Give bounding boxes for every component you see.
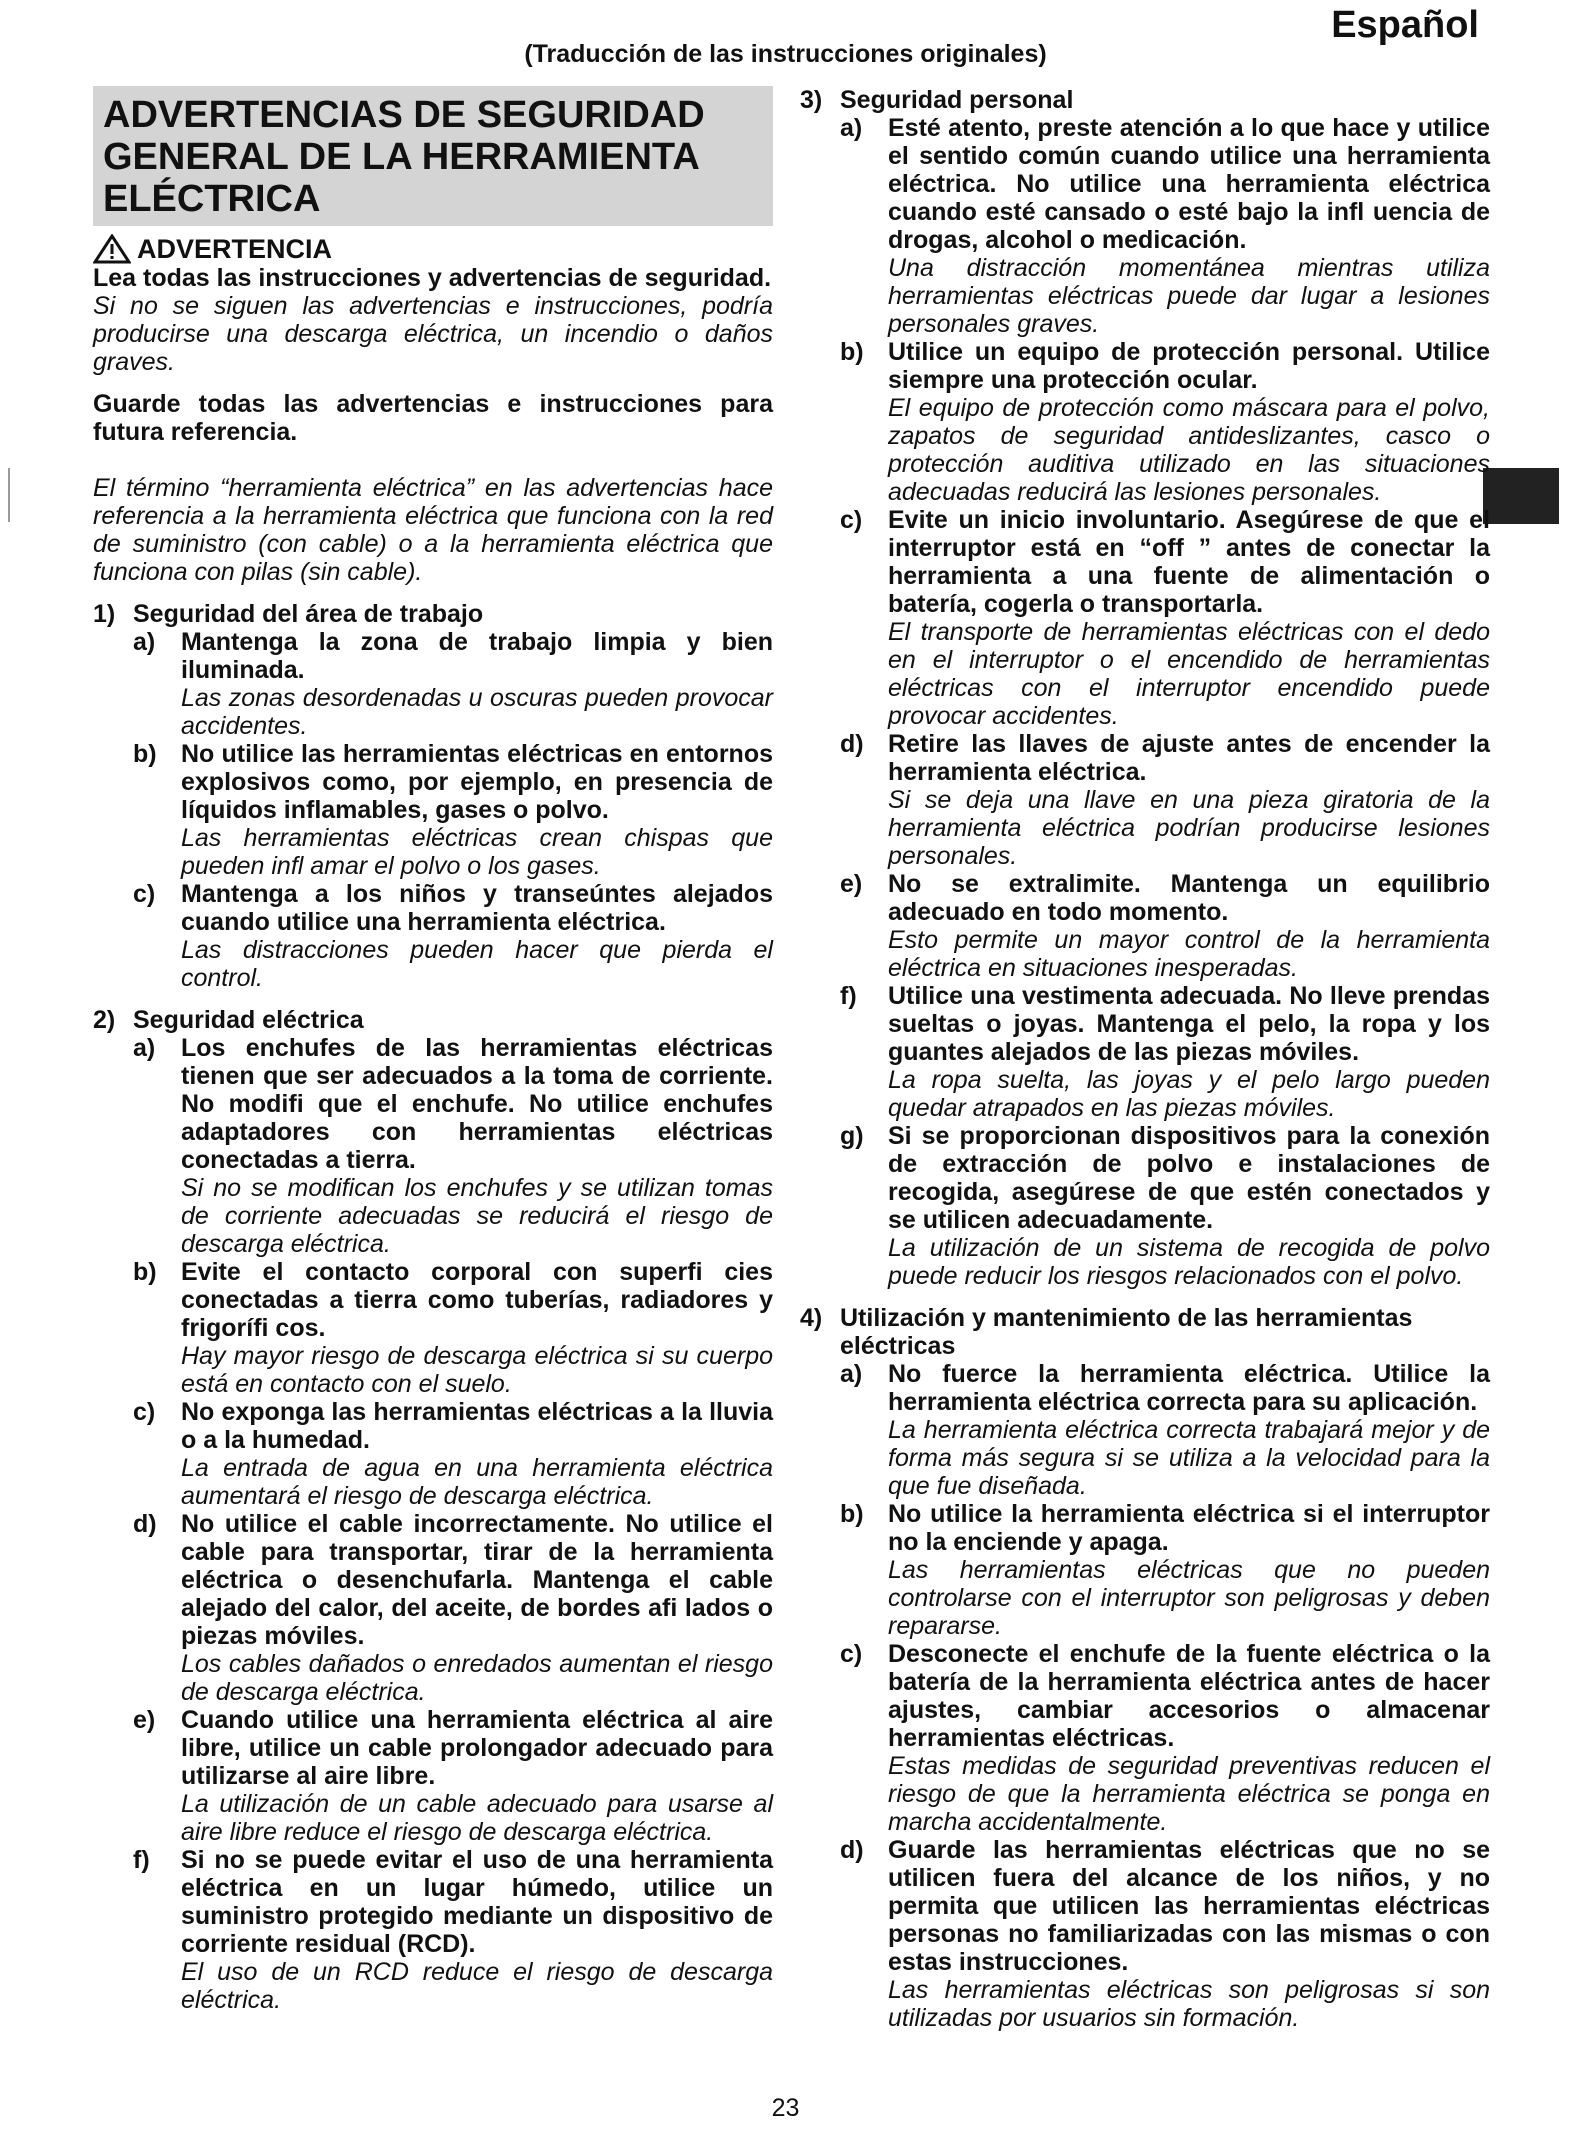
item-instruction: Cuando utilice una herramienta eléctrica al aire libre, utilice un cable prolongador adecuado para utilizarse al aire libre. [181,1706,773,1790]
list-item [800,1360,1490,1416]
item-instruction: Mantenga a los niños y transeúntes alejados cuando utilice una herramienta eléctrica. [181,880,773,936]
list-item [93,1846,773,1958]
item-letter: c) [840,506,863,534]
warning-read: Lea todas las instrucciones y advertencias de seguridad. [93,264,772,292]
section-heading [93,600,773,628]
item-explanation: Hay mayor riesgo de descarga eléctrica si su cuerpo está en contacto con el suelo. [181,1342,773,1398]
section-thumb-tab [1483,468,1559,524]
list-item [800,1640,1490,1752]
item-explanation: Las distracciones pueden hacer que pierda el control. [181,936,773,992]
item-letter: b) [133,740,157,768]
item-explanation: El uso de un RCD reduce el riesgo de descarga eléctrica. [181,1958,773,2014]
item-letter: c) [840,1640,863,1668]
item-letter: d) [133,1510,157,1538]
item-letter: b) [840,1500,864,1528]
item-instruction: Retire las llaves de ajuste antes de encender la herramienta eléctrica. [888,730,1490,786]
item-letter: a) [133,628,156,656]
section-heading [800,1304,1490,1360]
section-title: Seguridad personal [840,86,1074,114]
item-explanation: Las herramientas eléctricas crean chispas que pueden infl amar el polvo o los gases. [181,824,773,880]
item-instruction: Desconecte el enchufe de la fuente eléctrica o la batería de la herramienta eléctrica antes de hacer ajustes, cambiar accesorios o almacenar herramientas eléctricas. [888,1640,1490,1752]
item-explanation: El equipo de protección como máscara para el polvo, zapatos de seguridad antideslizantes, casco o protección auditiva utilizado en las situaciones adecuadas reducirá las lesiones personales. [888,394,1490,506]
item-explanation: La utilización de un sistema de recogida de polvo puede reducir los riesgos relacionados con el polvo. [888,1234,1490,1290]
section-number: 4) [800,1304,823,1332]
item-explanation: La utilización de un cable adecuado para usarse al aire libre reduce el riesgo de descarga eléctrica. [181,1790,773,1846]
item-letter: b) [840,338,864,366]
item-instruction: No se extralimite. Mantenga un equilibrio adecuado en todo momento. [888,870,1490,926]
item-instruction: No utilice la herramienta eléctrica si el interruptor no la enciende y apaga. [888,1500,1490,1556]
item-letter: e) [840,870,863,898]
margin-mark [8,468,10,522]
item-letter: d) [840,730,864,758]
warning-heading [93,234,773,264]
item-letter: a) [840,1360,863,1388]
item-instruction: Guarde las herramientas eléctricas que no se utilicen fuera del alcance de los niños, y no permita que utilicen las herramientas eléctricas personas no familiarizadas con las mismas o con estas instrucciones. [888,1836,1490,1976]
item-explanation: Esto permite un mayor control de la herramienta eléctrica en situaciones inesperadas. [888,926,1490,982]
item-letter: f) [133,1846,150,1874]
list-item [93,1258,773,1342]
item-letter: g) [840,1122,864,1150]
item-explanation: Estas medidas de seguridad preventivas reducen el riesgo de que la herramienta eléctrica se ponga en marcha accidentalmente. [888,1752,1490,1836]
item-instruction: Evite un inicio involuntario. Asegúrese de que el interruptor está en “off ” antes de conectar la herramienta a una fuente de alimentación o batería, cogerla o transportarla. [888,506,1490,618]
item-letter: d) [840,1836,864,1864]
section-heading [93,1006,773,1034]
warning-triangle-icon [93,234,131,264]
item-instruction: Utilice un equipo de protección personal. Utilice siempre una protección ocular. [888,338,1490,394]
item-instruction: Esté atento, preste atención a lo que hace y utilice el sentido común cuando utilice una herramienta eléctrica. No utilice una herramienta eléctrica cuando esté cansado o esté bajo la infl uencia de drogas, alcohol o medicación. [888,114,1490,254]
translation-subtitle: (Traducción de las instrucciones originales) [524,40,1047,68]
section-title: Seguridad del área de trabajo [133,600,484,628]
list-item [800,338,1490,394]
warning-save: Guarde todas las advertencias e instrucciones para futura referencia. [93,390,773,446]
item-explanation: Una distracción momentánea mientras utiliza herramientas eléctricas puede dar lugar a lesiones personales graves. [888,254,1490,338]
warning-consequence: Si no se siguen las advertencias e instrucciones, podría producirse una descarga eléctrica, un incendio o daños graves. [93,292,773,376]
list-item [800,870,1490,926]
item-instruction: No exponga las herramientas eléctricas a la lluvia o a la humedad. [181,1398,773,1454]
right-column [800,86,1490,2032]
item-explanation: La entrada de agua en una herramienta eléctrica aumentará el riesgo de descarga eléctrica. [181,1454,773,1510]
item-explanation: Si no se modifican los enchufes y se utilizan tomas de corriente adecuadas se reducirá el riesgo de descarga eléctrica. [181,1174,773,1258]
list-item [800,506,1490,618]
left-column [93,86,773,2014]
item-letter: a) [133,1034,156,1062]
item-instruction: Evite el contacto corporal con superfi cies conectadas a tierra como tuberías, radiadores y frigorífi cos. [181,1258,773,1342]
item-letter: c) [133,880,156,908]
item-letter: c) [133,1398,156,1426]
list-item [800,114,1490,254]
item-instruction: Mantenga la zona de trabajo limpia y bien iluminada. [181,628,773,684]
item-instruction: Los enchufes de las herramientas eléctricas tienen que ser adecuados a la toma de corriente. No modifi que el enchufe. No utilice enchufes adaptadores con herramientas eléctricas conectadas a tierra. [181,1034,773,1174]
item-explanation: Los cables dañados o enredados aumentan el riesgo de descarga eléctrica. [181,1650,773,1706]
item-explanation: Las herramientas eléctricas son peligrosas si son utilizadas por usuarios sin formación. [888,1976,1490,2032]
language-label: Español [1331,4,1479,46]
item-explanation: Las zonas desordenadas u oscuras pueden provocar accidentes. [181,684,773,740]
item-explanation: Las herramientas eléctricas que no pueden controlarse con el interruptor son peligrosas y deben repararse. [888,1556,1490,1640]
item-instruction: No utilice el cable incorrectamente. No utilice el cable para transportar, tirar de la herramienta eléctrica o desenchufarla. Mantenga el cable alejado del calor, del aceite, de bordes afi lados o piezas móviles. [181,1510,773,1650]
page-number: 23 [771,2094,800,2122]
section-title: Seguridad eléctrica [133,1006,364,1034]
list-item [93,1398,773,1454]
item-explanation: Si se deja una llave en una pieza giratoria de la herramienta eléctrica podrían producirse lesiones personales. [888,786,1490,870]
section-number: 3) [800,86,823,114]
item-letter: f) [840,982,857,1010]
item-instruction: No fuerce la herramienta eléctrica. Utilice la herramienta eléctrica correcta para su aplicación. [888,1360,1490,1416]
list-item [800,1122,1490,1234]
list-item [93,1510,773,1650]
list-item [93,740,773,824]
item-explanation: El transporte de herramientas eléctricas con el dedo en el interruptor o el encendido de herramientas eléctricas con el interruptor encendido puede provocar accidentes. [888,618,1490,730]
warning-term: El término “herramienta eléctrica” en las advertencias hace referencia a la herramienta eléctrica que funciona con la red de suministro (con cable) o a la herramienta eléctrica que funciona con pilas (sin cable). [93,474,773,586]
section-title: Utilización y mantenimiento de las herramientas eléctricas [840,1304,1413,1360]
list-item [93,628,773,684]
list-item [800,1836,1490,1976]
list-item [93,1706,773,1790]
item-letter: a) [840,114,863,142]
list-item [800,730,1490,786]
warning-label: ADVERTENCIA [137,234,333,264]
list-item [93,1034,773,1174]
item-letter: e) [133,1706,156,1734]
section-number: 2) [93,1006,116,1034]
page-title: ADVERTENCIAS DE SEGURIDAD GENERAL DE LA HERRAMIENTA ELÉCTRICA [93,86,773,226]
item-instruction: Utilice una vestimenta adecuada. No lleve prendas sueltas o joyas. Mantenga el pelo, la ropa y los guantes alejados de las piezas móviles. [888,982,1490,1066]
item-instruction: Si no se puede evitar el uso de una herramienta eléctrica en un lugar húmedo, utilice un suministro protegido mediante un dispositivo de corriente residual (RCD). [181,1846,773,1958]
list-item [800,1500,1490,1556]
item-explanation: La herramienta eléctrica correcta trabajará mejor y de forma más segura si se utiliza a la velocidad para la que fue diseñada. [888,1416,1490,1500]
item-explanation: La ropa suelta, las joyas y el pelo largo pueden quedar atrapados en las piezas móviles. [888,1066,1490,1122]
section-heading [800,86,1490,114]
item-letter: b) [133,1258,157,1286]
item-instruction: Si se proporcionan dispositivos para la conexión de extracción de polvo e instalaciones de recogida, asegúrese de que estén conectados y se utilicen adecuadamente. [888,1122,1490,1234]
item-instruction: No utilice las herramientas eléctricas en entornos explosivos como, por ejemplo, en presencia de líquidos inflamables, gases o polvo. [181,740,773,824]
list-item [800,982,1490,1066]
list-item [93,880,773,936]
section-number: 1) [93,600,116,628]
